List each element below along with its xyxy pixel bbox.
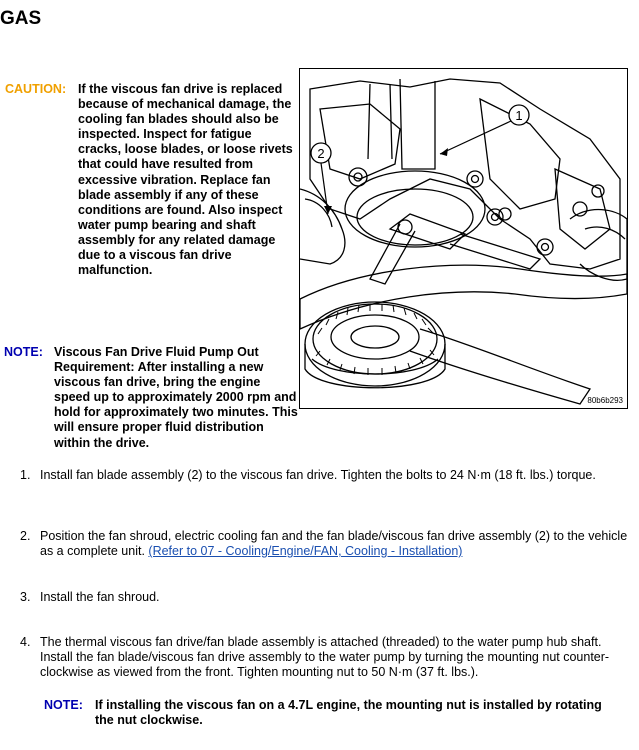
note-label-2: NOTE: bbox=[44, 698, 83, 712]
callout-2-label: 2 bbox=[317, 146, 325, 161]
caution-text: If the viscous fan drive is replaced because of mechanical damage, the cooling fan blades should also be inspected. Inspect for fatigue cracks, loose blades, or loose rivets that could have resulted from excessive vibration. Replace fan blade assembly if any of these conditions are found. Also inspect water pump bearing and shaft assembly for any related damage due to a viscous fan drive malfunction. bbox=[78, 82, 293, 278]
note-label: NOTE: bbox=[4, 345, 43, 359]
step-text: Install the fan shroud. bbox=[40, 590, 160, 604]
step-text: The thermal viscous fan drive/fan blade assembly is attached (threaded) to the water pump hub shaft. Install the fan blade/viscous fan drive assembly to the water pump by turning the mounting nut counter-clockwise as viewed from the front. Tighten mounting nut to 50 N·m (37 ft. lbs.). bbox=[40, 635, 610, 680]
note-text-2: If installing the viscous fan on a 4.7L engine, the mounting nut is installed by rotating the nut clockwise. bbox=[95, 698, 602, 728]
caution-label: CAUTION: bbox=[5, 82, 67, 96]
refer-link[interactable]: (Refer to 07 - Cooling/Engine/FAN, Cooling - Installation) bbox=[148, 544, 463, 559]
fan-drive-drawing bbox=[300, 69, 627, 408]
step-1 bbox=[20, 468, 635, 483]
fan-drive-illustration bbox=[299, 68, 628, 409]
step-number: 3. bbox=[20, 590, 31, 604]
step-3 bbox=[20, 590, 635, 605]
page-title: GAS bbox=[0, 8, 42, 29]
step-number: 4. bbox=[20, 635, 31, 649]
step-text: Install fan blade assembly (2) to the viscous fan drive. Tighten the bolts to 24 N·m (18 ft. lbs.) torque. bbox=[40, 468, 596, 482]
figure-id: 80b6b293 bbox=[587, 396, 623, 405]
step-2 bbox=[20, 529, 635, 559]
step-4 bbox=[20, 635, 635, 680]
step-number: 1. bbox=[20, 468, 31, 482]
step-number: 2. bbox=[20, 529, 31, 543]
step-text: Position the fan shroud, electric cooling fan and the fan blade/viscous fan drive assembly (2) to the vehicle as a complete unit. bbox=[40, 529, 628, 559]
callout-1-label: 1 bbox=[515, 108, 523, 123]
note-text: Viscous Fan Drive Fluid Pump Out Requirement: After installing a new viscous fan drive, bring the engine speed up to approximately 2000 rpm and hold for approximately two minutes. This will ensure proper fluid distribution within the drive. bbox=[54, 345, 298, 450]
